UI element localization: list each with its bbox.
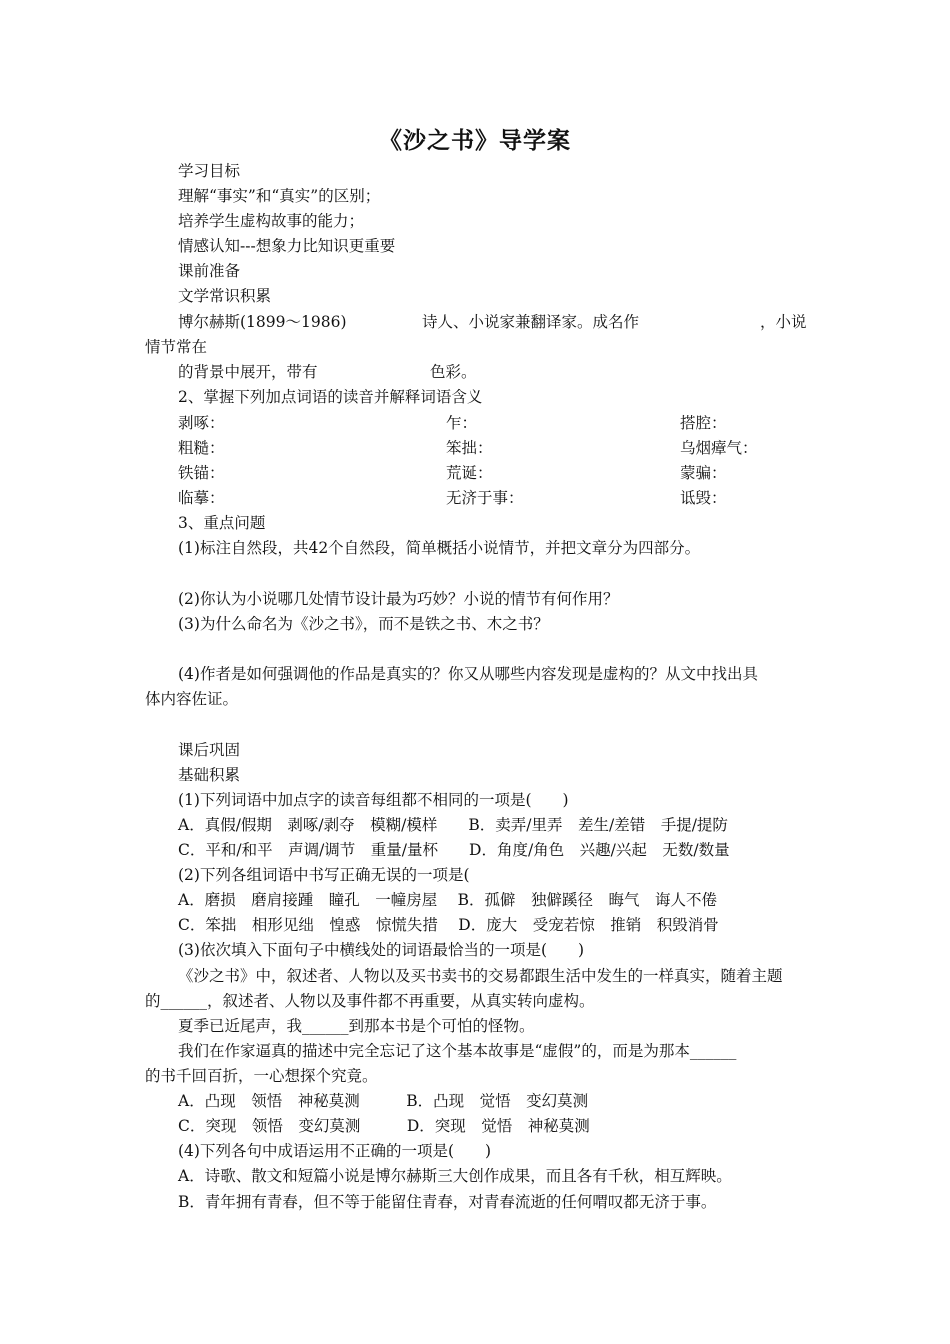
exercise-sentence: 夏季已近尾声，我______到那本书是个可怕的怪物。 [178,1017,535,1035]
question: (1)标注自然段，共42个自然段，简单概括小说情节，并把文章分为四部分。 [178,539,701,557]
exercise-sentence: 的______，叙述者、人物以及事件都不再重要，从真实转向虚构。 [145,992,595,1010]
vocab-item: 铁锚： [178,464,225,482]
vocab-item: 无济于事： [446,489,524,507]
exercise-option: C．笨拙 相形见绌 惶惑 惊慌失措 D．庞大 受宠若惊 推销 积毁消骨 [178,916,719,934]
vocab-item: 粗糙： [178,439,225,457]
prep-heading: 课前准备 [178,262,241,280]
exercise-stem: (1)下列词语中加点字的读音每组都不相同的一项是( ) [178,791,569,809]
lit-line-part: 情节常在 [145,338,208,356]
lit-line-part: 的背景中展开，带有 [178,363,318,381]
vocab-heading: 2、掌握下列加点词语的读音并解释词语含义 [178,388,483,406]
goal-item: 培养学生虚构故事的能力； [178,212,365,230]
vocab-item: 诋毁： [680,489,727,507]
question: (4)作者是如何强调他的作品是真实的？你又从哪些内容发现是虚构的？从文中找出具 [178,665,758,683]
exercise-option: B．青年拥有青春，但不等于能留住青春，对青春流逝的任何喟叹都无济于事。 [178,1193,717,1211]
exercise-sentence: 我们在作家逼真的描述中完全忘记了这个基本故事是“虚假”的，而是为那本______ [178,1042,737,1060]
question: (2)你认为小说哪几处情节设计最为巧妙？小说的情节有何作用？ [178,590,619,608]
exercise-option: A．诗歌、散文和短篇小说是博尔赫斯三大创作成果，而且各有千秋，相互辉映。 [178,1167,732,1185]
exercise-option: A．真假/假期 剥啄/剥夺 模糊/模样 B．卖弄/里弄 差生/差错 手提/提防 [178,816,728,834]
exercise-stem: (2)下列各组词语中书写正确无误的一项是( [178,866,470,884]
goal-item: 情感认知---想象力比知识更重要 [178,237,396,255]
vocab-item: 乍： [446,414,478,432]
vocab-item: 搭腔： [680,414,727,432]
exercise-sentence: 《沙之书》中，叙述者、人物以及买书卖书的交易都跟生活中发生的一样真实，随着主题 [178,967,783,985]
vocab-item: 蒙骗： [680,464,727,482]
vocab-item: 剥啄： [178,414,225,432]
basic-heading: 基础积累 [178,766,241,784]
exercise-option: A．凸现 领悟 神秘莫测 B．凸现 觉悟 变幻莫测 [178,1092,589,1110]
question: (3)为什么命名为《沙之书》，而不是铁之书、木之书？ [178,615,549,633]
after-heading: 课后巩固 [178,741,241,759]
vocab-item: 乌烟瘴气： [680,439,758,457]
exercise-option: A．磨损 磨肩接踵 瞳孔 一幢房屋 B．孤僻 独僻蹊径 晦气 诲人不倦 [178,891,718,909]
lit-line-part: ，小说 [760,313,807,331]
lit-heading: 文学常识积累 [178,287,272,305]
question-cont: 体内容佐证。 [145,690,239,708]
goals-heading: 学习目标 [178,162,241,180]
lit-line-part: 色彩。 [430,363,477,381]
vocab-item: 笨拙： [446,439,493,457]
exercise-stem: (4)下列各句中成语运用不正确的一项是( ) [178,1142,492,1160]
key-heading: 3、重点问题 [178,514,266,532]
exercise-sentence: 的书千回百折，一心想探个究竟。 [145,1067,378,1085]
vocab-item: 荒诞： [446,464,493,482]
document-title: 《沙之书》导学案 [379,127,571,154]
exercise-option: C．平和/和平 声调/调节 重量/量杯 D．角度/角色 兴趣/兴起 无数/数量 [178,841,730,859]
lit-line-part: 诗人、小说家兼翻译家。成名作 [422,313,640,331]
vocab-item: 临摹： [178,489,225,507]
lit-line-part: 博尔赫斯(1899～1986) [178,313,347,331]
exercise-stem: (3)依次填入下面句子中横线处的词语最恰当的一项是( ) [178,941,585,959]
goal-item: 理解“事实”和“真实”的区别； [178,187,381,205]
exercise-option: C．突现 领悟 变幻莫测 D．突现 觉悟 神秘莫测 [178,1117,590,1135]
